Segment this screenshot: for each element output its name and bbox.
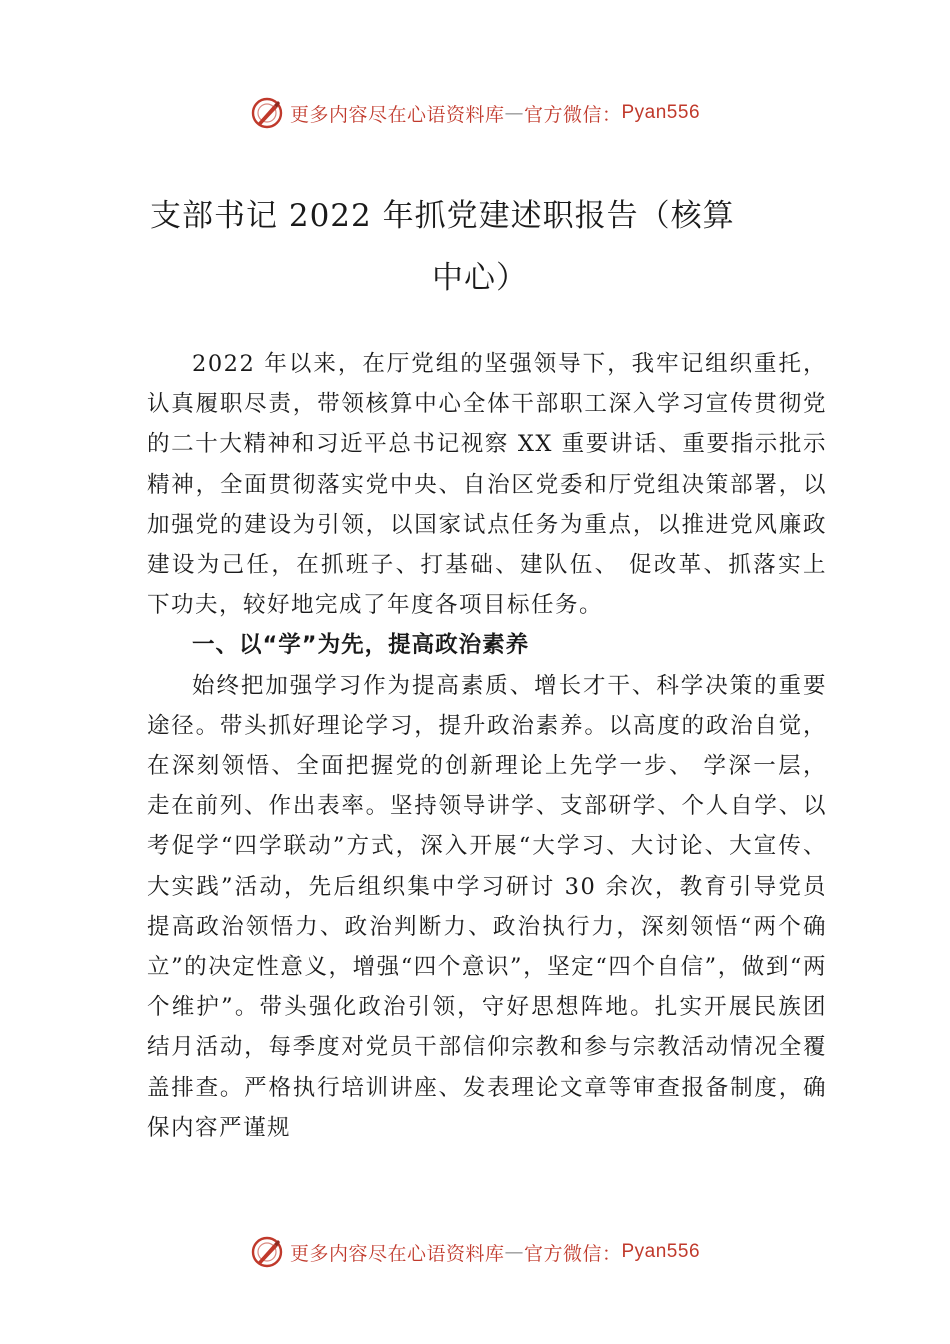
watermark-separator: —: [504, 1241, 524, 1263]
watermark-text: 更多内容尽在心语资料库: [289, 1242, 505, 1265]
title-line-1: 支部书记 2022 年抓党建述职报告（核算: [150, 198, 735, 234]
document-title: [150, 185, 810, 309]
watermark-separator: —: [504, 102, 524, 124]
paragraph-intro: 2022 年以来，在厅党组的坚强领导下，我牢记组织重托，认真履职尽责，带领核算中心全体干部职工深入学习宣传贯彻党的二十大精神和习近平总书记视察 XX 重要讲话、重要指示批示精神，全面贯彻落实党中央、自治区党委和厅党组决策部署，以加强党的建设为引领，以国家试点任务为重点，以推进党风廉政建设为己任，在抓班子、打基础、建队伍、 促改革、抓落实上下功夫，较好地完成了年度各项目标任务。: [147, 351, 827, 619]
watermark-wechat-id: Pyan556: [621, 1241, 701, 1262]
header-watermark: [0, 96, 950, 130]
document-body: [147, 344, 827, 1148]
watermark-suffix: 官方微信：: [523, 1242, 622, 1265]
footer-watermark: [0, 1235, 950, 1269]
watermark-text: 更多内容尽在心语资料库: [289, 103, 505, 126]
quill-logo-icon: [250, 1235, 284, 1269]
paragraph-study: 始终把加强学习作为提高素质、增长才干、科学决策的重要途径。带头抓好理论学习，提升政治素养。以高度的政治自觉，在深刻领悟、全面把握党的创新理论上先学一步、 学深一层，走在前列、作出表率。坚持领导讲学、支部研学、个人自学、以考促学“四学联动”方式，深入开展“大学习、大讨论、大宣传、大实践”活动，先后组织集中学习研讨 30 余次，教育引导党员提高政治领悟力、政治判断力、政治执行力，深刻领悟“两个确立”的决定性意义，增强“四个意识”，坚定“四个自信”，做到“两个维护”。带头强化政治引领，守好思想阵地。扎实开展民族团结月活动，每季度对党员干部信仰宗教和参与宗教活动情况全覆盖排查。严格执行培训讲座、发表理论文章等审查报备制度，确保内容严谨规: [147, 672, 827, 1141]
title-line-2: 中心）: [432, 260, 528, 296]
watermark-wechat-id: Pyan556: [621, 102, 701, 123]
section-heading-1: 一、以“学”为先，提高政治素养: [192, 632, 530, 659]
quill-logo-icon: [250, 96, 284, 130]
watermark-suffix: 官方微信：: [523, 103, 622, 126]
